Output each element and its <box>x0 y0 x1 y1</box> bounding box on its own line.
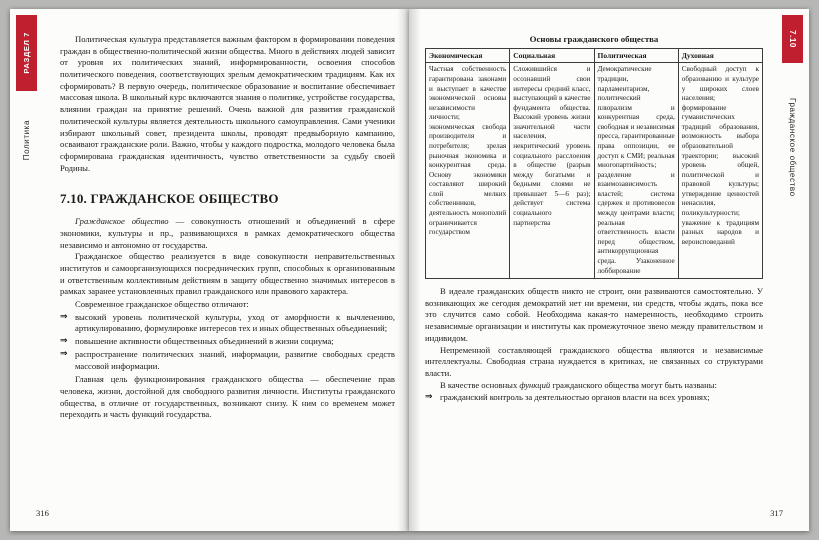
list-item <box>60 312 395 335</box>
foundations-table <box>425 48 763 279</box>
table-header-cell: Духовная <box>678 49 762 63</box>
body-paragraph: Непременной составляющей гражданского общества являются и независимые интеллектуалы. Свободная страна нуждается в критиках, не связанных со структурами власти. <box>425 344 763 378</box>
section-number-tab <box>782 15 803 63</box>
functions-intro <box>425 380 763 392</box>
table-row <box>426 63 763 279</box>
table-header <box>426 49 763 63</box>
section-number-label: 7.10 <box>788 30 797 48</box>
list-intro: Современное гражданское общество отличают: <box>75 299 249 310</box>
right-page-content <box>425 34 763 405</box>
functions-intro-part2: гражданского общества могут быть названы: <box>550 379 717 390</box>
list-item-text: повышение активности общественных объединений в жизни социума; <box>75 336 334 347</box>
running-title-left <box>16 97 37 183</box>
definition-term: Гражданское общество <box>75 216 169 227</box>
running-title-right <box>782 69 803 225</box>
body-paragraph: Гражданское общество реализуется в виде совокупности неправительственных институтов и самоорганизующихся посреднических групп, способных к организованным и ответственным коллективным действиям в защиту общественно значимых интересов в рамках заранее установленных правил гражданского или правового характера. <box>60 251 395 297</box>
double-arrow-bullet-icon: ⇒ <box>60 311 68 322</box>
intro-paragraph: Политическая культура представляется важным фактором в формировании поведения граждан в общественно-политической жизни общества. Много в действиях людей зависит от уровня их политических знаний, информированности, освоения способов политического поведения, соответствующих зрелым демократическим традициям. Как их сформировать? В первую очередь, политическое образование и воспитание обеспечивает массовая школа. В школьный курс включаются знания о политике, устройстве государства, влиянии граждан на принятие решений. Очень важной для развития гражданской политической культуры является деятельность школьного самоуправления. Сами ученики избирают школьный совет, президента школы, проводят предвыборную кампанию, осваивают гражданские роли. Важно, чтобы у каждого подростка, молодого человека была сформирована гражданская идентичность, чувство ответственности за судьбу своей Родины. <box>60 34 395 173</box>
list-item-text: высокий уровень политической культуры, уход от аморфности к вычленению, артикулированию, формулировке интересов тех и иных общественных объединений; <box>75 311 395 334</box>
page-right <box>409 9 809 531</box>
definition-paragraph <box>60 216 395 251</box>
list-item <box>60 349 395 372</box>
closing-paragraph: Главная цель функционирования гражданского общества — обеспечение прав человека, жизни, достойной для свободного развития личности. Институты гражданского общества, в отличие от государственных, возникают снизу. К ним со временем может переходить и часть функций государства. <box>60 374 395 420</box>
table-cell-spiritual: Свободный доступ к образованию и культуре у широких слоев населения; формирование гуманистических традиций образования, возможность выбора образовательной траектории; высокий уровень общей, политической и правовой культуры; утверждение ценностей ненасилия, поликультурности; уважение к традициям разных народов и вероисповеданий <box>678 63 762 279</box>
page-left <box>10 9 409 531</box>
table-header-cell: Социальная <box>510 49 594 63</box>
double-arrow-bullet-icon: ⇒ <box>60 336 68 347</box>
double-arrow-bullet-icon: ⇒ <box>60 348 68 359</box>
table-cell-economic: Частная собственность гарантирована законами и выступает в качестве экономической основы независимости личности; экономическая свобода производителя и потребителя; зрелая рыночная экономика и конкурентная среда. Основу экономики составляют широкий слой мелких собственников, деятельность монополий ограничивается государством <box>426 63 510 279</box>
left-page-content <box>60 34 395 421</box>
section-tab-label: РАЗДЕЛ 7 <box>22 32 31 74</box>
page-number: 317 <box>770 508 783 518</box>
running-title-left-label: Политика <box>22 119 31 161</box>
running-title-right-label: Гражданское общество <box>788 97 797 197</box>
double-arrow-bullet-icon: ⇒ <box>425 392 433 403</box>
body-paragraph: В идеале гражданских обществ никто не строит, они развиваются самостоятельно. У возникающих же сегодня демократий нет ни времени, ни средств, чтобы ждать, пока все это случится само собой. Необходима какая-то намеренность, необходимо строить независимые организации и институты как промежуточное звено между правительством и индивидом. <box>425 286 763 343</box>
table-header-cell: Экономическая <box>426 49 510 63</box>
list-item <box>60 336 395 348</box>
definition-text: — совокупность отношений и объединений в сфере экономики, культуры и пр., развивающихся в рамках демократического общества независимо и автономно от государства. <box>60 216 395 250</box>
list-item-text: гражданский контроль за деятельностью органов власти на всех уровнях; <box>440 392 710 403</box>
table-header-cell: Политическая <box>594 49 678 63</box>
table-cell-political: Демократические традиции, парламентаризм, политический плюрализм и конкурентная среда, свободная и независимая пресса, гарантированные права оппозиции, ее доступ к СМИ; реальная многопартийность; разделение и взаимозависимость властей; система сдержек и противовесов между центрами власти; реальная ответственность власти перед обществом, антикоррупционная среда. Узаконенное лоббирование <box>594 63 678 279</box>
table-title: Основы гражданского общества <box>529 34 659 44</box>
table-header-row <box>426 49 763 63</box>
table-body <box>426 63 763 279</box>
functions-intro-part1: В качестве основных <box>440 379 520 390</box>
functions-intro-term: функций <box>519 379 551 390</box>
list-item-text: распространение политических знаний, информации, развитие свободных средств массовой информации. <box>75 348 395 371</box>
section-tab <box>16 15 37 91</box>
page-number: 316 <box>36 508 49 518</box>
section-heading: 7.10. ГРАЖДАНСКОЕ ОБЩЕСТВО <box>60 191 279 207</box>
table-cell-social: Сложившийся и осознавший свои интересы средний класс, выступающий в качестве фундамента общества. Высокий уровень жизни значительной части населения, некритический уровень социального расслоения в обществе (разрыв между богатыми и бедными слоями не превышает 5—6 раз); действует система социального партнерства <box>510 63 594 279</box>
list-item <box>425 392 763 404</box>
